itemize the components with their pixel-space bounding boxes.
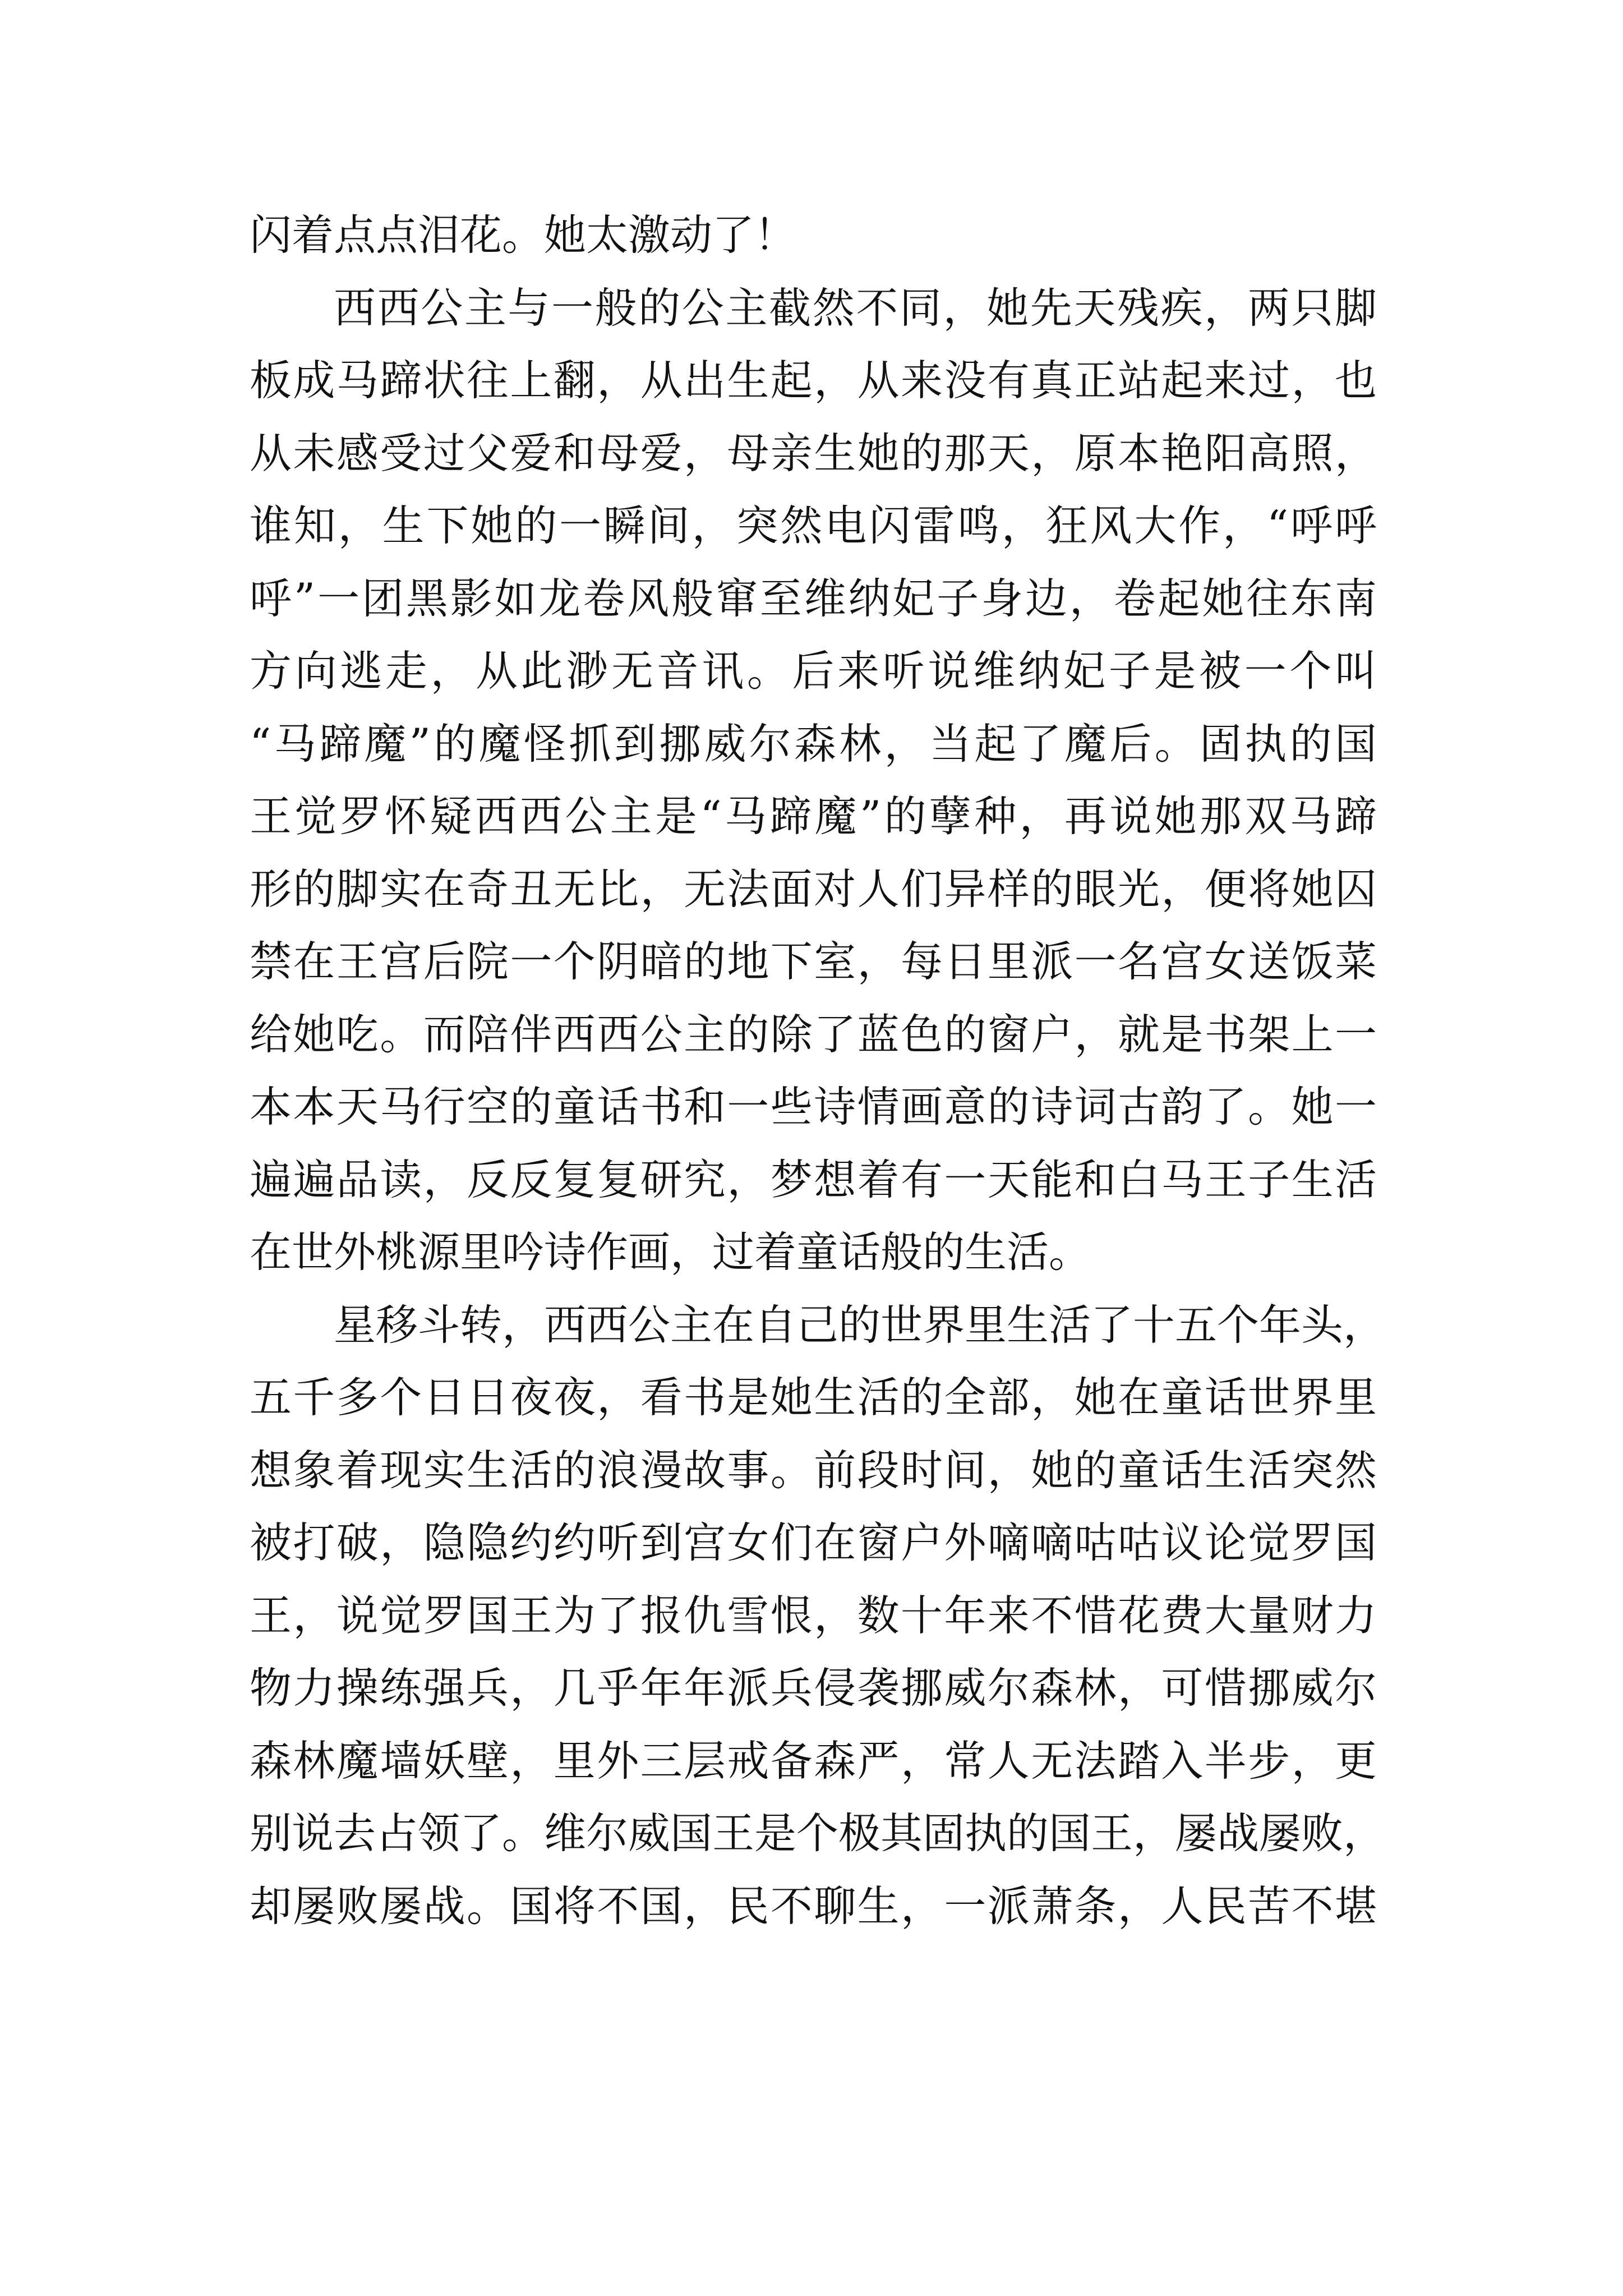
text-line: 物力操练强兵，几乎年年派兵侵袭挪威尔森林，可惜挪威尔	[250, 1663, 1377, 1713]
text-line: 呼”一团黑影如龙卷风般窜至维纳妃子身边，卷起她往东南	[250, 573, 1377, 623]
text-line: 五千多个日日夜夜，看书是她生活的全部，她在童话世界里	[250, 1373, 1377, 1422]
text-line: 王觉罗怀疑西西公主是“马蹄魔”的孽种，再说她那双马蹄	[250, 792, 1377, 841]
text-line: 从未感受过父爱和母爱，母亲生她的那天，原本艳阳高照，	[250, 428, 1377, 478]
text-line: 板成马蹄状往上翻，从出生起，从来没有真正站起来过，也	[250, 356, 1377, 405]
text-line: 本本天马行空的童话书和一些诗情画意的诗词古韵了。她一	[250, 1082, 1377, 1131]
text-line: 却屡败屡战。国将不国，民不聊生，一派萧条，人民苦不堪	[250, 1881, 1377, 1931]
text-line: “马蹄魔”的魔怪抓到挪威尔森林，当起了魔后。固执的国	[250, 719, 1377, 769]
text-line: 方向逃走，从此渺无音讯。后来听说维纳妃子是被一个叫	[250, 646, 1377, 696]
text-line: 星移斗转，西西公主在自己的世界里生活了十五个年头，	[334, 1300, 1386, 1350]
text-line: 形的脚实在奇丑无比，无法面对人们异样的眼光，便将她囚	[250, 864, 1377, 914]
text-line: 谁知，生下她的一瞬间，突然电闪雷鸣，狂风大作，“呼呼	[250, 501, 1377, 550]
text-line: 森林魔墙妖壁，里外三层戒备森严，常人无法踏入半步，更	[250, 1736, 1377, 1786]
text-line: 王，说觉罗国王为了报仇雪恨，数十年来不惜花费大量财力	[250, 1590, 1377, 1640]
body-text	[250, 199, 1386, 1943]
text-line: 在世外桃源里吟诗作画，过着童话般的生活。	[250, 1227, 1091, 1277]
text-line: 给她吃。而陪伴西西公主的除了蓝色的窗户，就是书架上一	[250, 1009, 1377, 1059]
text-line: 西西公主与一般的公主截然不同，她先天残疾，两只脚	[334, 283, 1377, 333]
text-line: 禁在王宫后院一个阴暗的地下室，每日里派一名宫女送饭菜	[250, 937, 1377, 986]
text-line: 别说去占领了。维尔威国王是个极其固执的国王，屡战屡败，	[250, 1809, 1386, 1858]
text-line: 想象着现实生活的浪漫故事。前段时间，她的童话生活突然	[250, 1445, 1377, 1495]
text-line: 遍遍品读，反反复复研究，梦想着有一天能和白马王子生活	[250, 1154, 1377, 1204]
text-line: 闪着点点泪花。她太激动了！	[250, 210, 797, 260]
text-line: 被打破，隐隐约约听到宫女们在窗户外嘀嘀咕咕议论觉罗国	[250, 1518, 1377, 1567]
